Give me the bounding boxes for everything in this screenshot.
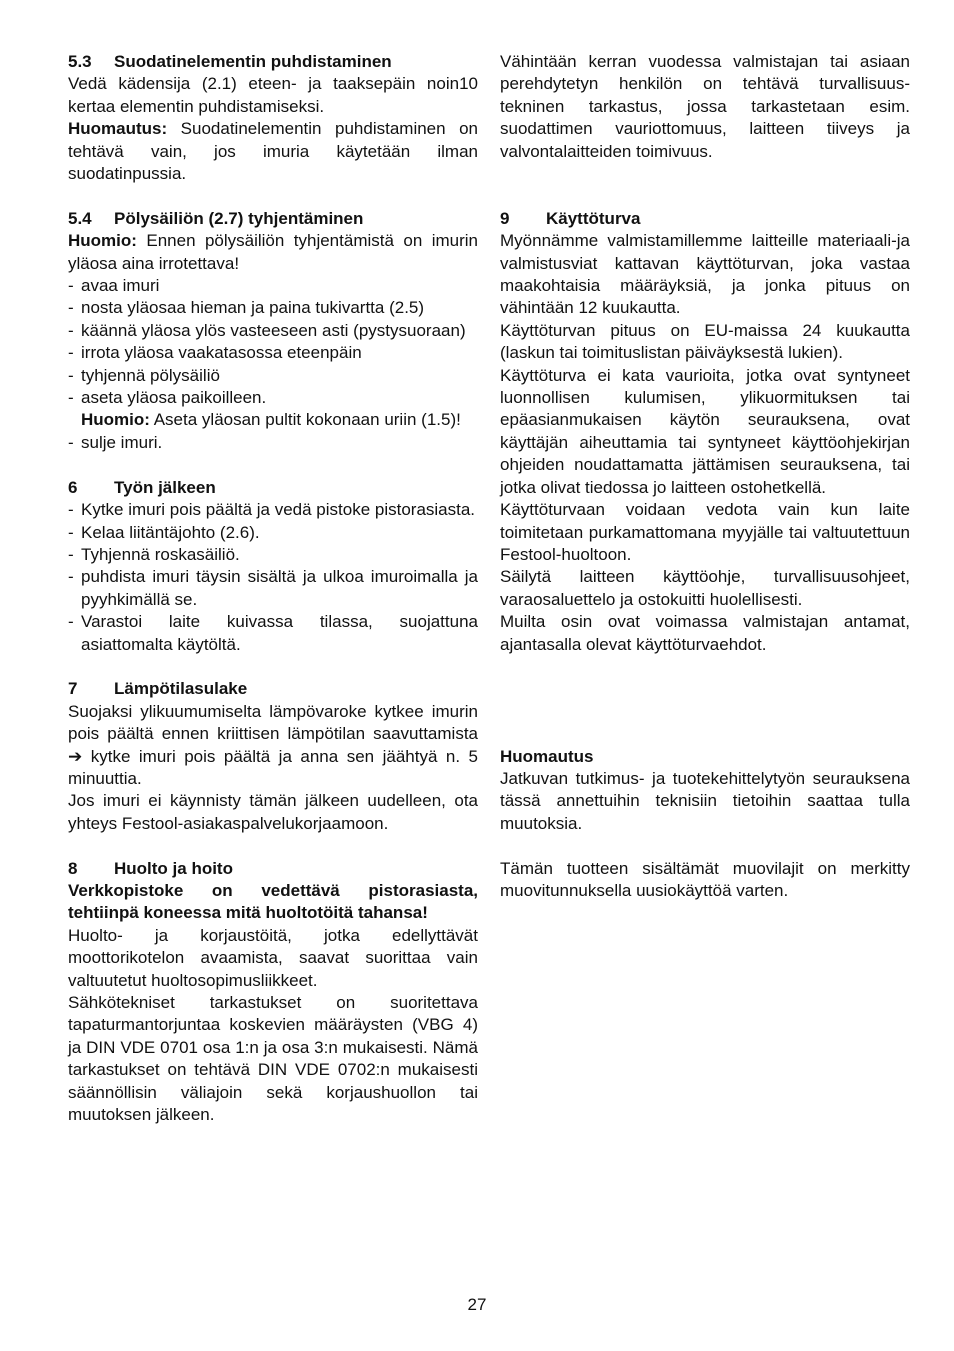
list-item: - tyhjennä pölysäiliö — [68, 365, 220, 385]
step-list — [68, 499, 478, 656]
warning-paragraph: Verkkopistoke on vedettävä pistorasiasta, tehtiinpä koneessa mitä huoltotöitä tahansa! — [68, 880, 478, 923]
section-title: Suodatinelementin puhdistaminen — [114, 52, 392, 71]
note-text: Aseta yläosan pultit kokonaan uriin (1.5)! — [149, 410, 461, 430]
paragraph: Käyttöturvan pituus on EU-maissa 24 kuukautta (laskun tai toimituslistan päiväyksestä lukien). — [500, 320, 910, 363]
page-number: 27 — [467, 1295, 487, 1314]
section-title: Pölysäiliön (2.7) tyhjentäminen — [114, 208, 364, 228]
list-item: - käännä yläosa ylös vasteeseen asti (pystysuoraan) — [68, 320, 466, 340]
section-title: Käyttöturva — [546, 208, 641, 228]
section-title: Huolto ja hoito — [114, 858, 233, 878]
section-number: 5.4 — [68, 208, 92, 228]
section-9-heading — [500, 208, 910, 230]
section-5-4-heading — [68, 208, 478, 230]
list-item: - Kelaa liitäntäjohto (2.6). — [68, 522, 260, 542]
paragraph: Jos imuri ei käynnisty tämän jälkeen uudelleen, ota yhteys Festool-asiakaspalvelukorjaamoon. — [68, 791, 478, 833]
note-heading — [500, 746, 910, 768]
list-item: - irrota yläosa vaakatasossa eteenpäin — [68, 343, 362, 363]
list-item: - Kytke imuri pois päältä ja vedä pistoke pistorasiasta. — [68, 500, 476, 520]
paragraph: Käyttöturva ei kata vaurioita, jotka ovat syntyneet luonnollisen kulumisen, ylikuormituksen tai epäasianmukaisen käytön seurauksena, ovat käyttäjän aiheuttamia tai syntyneet käyttöohjekirjan ohjeiden noudattamatta jättämisen seurauksena, tai jotka olivat tiedossa jo laitteen ostohetkellä. — [500, 365, 910, 497]
paragraph: Jatkuvan tutkimus- ja tuotekehittelytyön seurauksena tässä annettuihin teknisiin tietoihin saattaa tulla muutoksia. — [500, 768, 910, 833]
paragraph: Myönnämme valmistamillemme laitteille materiaali-ja valmistusviat kattavan käyttöturvan, joka vastaa maakohtaisia määräyksiä, ja jonka pituus on vähintään 12 kuukautta. — [500, 231, 910, 318]
section-title: Lämpötilasulake — [114, 679, 248, 699]
note-paragraph — [68, 409, 478, 431]
paragraph: Muilta osin ovat voimassa valmistajan antamat, ajantasalla olevat käyttöturvaehdot. — [500, 612, 910, 654]
note-label: Huomautus: — [68, 119, 168, 139]
list-item: - nosta yläosaa hieman ja paina tukivartta (2.5) — [68, 298, 425, 318]
list-item: - Tyhjennä roskasäiliö. — [68, 544, 240, 564]
right-column — [500, 51, 910, 902]
arrow-right-icon: ➔ — [68, 746, 83, 766]
note-label: Huomio: — [81, 410, 150, 430]
paragraph: Käyttöturvaan voidaan vedota vain kun laite toimitetaan purkamattomana myyjälle tai valtuutettuun Festool-huoltoon. — [500, 500, 910, 564]
section-8-heading — [68, 858, 478, 880]
note-paragraph — [68, 230, 478, 275]
step-list — [68, 432, 478, 454]
note-label: Huomio: — [68, 231, 137, 251]
list-item: - aseta yläosa paikoilleen. — [68, 388, 267, 408]
section-number: 8 — [68, 858, 78, 878]
section-number: 7 — [68, 679, 78, 699]
paragraph: Tämän tuotteen sisältämät muovilajit on merkitty muovitunnuksella uusiokäyttöä varten. — [500, 858, 910, 900]
section-title: Huomautus — [500, 746, 594, 766]
paragraph: Säilytä laitteen käyttöohje, turvallisuusohjeet, varaosaluettelo ja ostokuitti huolellisesti. — [500, 567, 910, 609]
section-title: Työn jälkeen — [114, 477, 216, 497]
paragraph: Huolto- ja korjaustöitä, jotka edellyttävät moottorikotelon avaamista, saavat suorittaa vain valtuutetut huoltosopimusliikkeet. — [68, 925, 478, 990]
list-item: - puhdista imuri täysin sisältä ja ulkoa imuroimalla ja pyyhkimällä se. — [68, 567, 478, 609]
paragraph: Sähkötekniset tarkastukset on suoritettava tapaturmantorjuntaa koskevien määräysten (VBG 4) ja DIN VDE 0701 osa 1:n ja osa 3:n mukaisesti. Nämä tarkastukset on tehtävä DIN VDE 0702:n mukaisesti säännöllisin väliajoin sekä korjaushuollon tai muutoksen jälkeen. — [68, 993, 478, 1125]
list-item: - Varastoi laite kuivassa tilassa, suojattuna asiattomalta käytöltä. — [68, 612, 478, 654]
section-number: 5.3 — [68, 52, 92, 71]
step-list — [68, 275, 478, 409]
list-item: - sulje imuri. — [68, 432, 163, 452]
note-text: Ennen pölysäiliön tyhjentämistä on imurin yläosa aina irrotettava! — [68, 231, 478, 273]
section-5-3-heading — [68, 51, 478, 73]
section-7-heading — [68, 678, 478, 700]
paragraph: Vedä kädensija (2.1) eteen- ja taaksepäin noin10 kertaa elementin puhdistamiseksi. — [68, 74, 478, 116]
paragraph: Suojaksi ylikuumumiselta lämpövaroke kytkee imurin pois päältä ennen kriittisen lämpötilan saavuttamista ➔ kytke imuri pois päältä ja anna sen jäähtyä n. 5 minuuttia. — [68, 701, 478, 788]
section-6-heading — [68, 477, 478, 499]
paragraph: Vähintään kerran vuodessa valmistajan tai asiaan perehdytetyn henkilön on tehtävä turvallisuus-tekninen tarkastus, jossa tarkastetaan esim. suodattimen vauriottomuus, laitteen tiiveys ja valvontalaitteiden toimivuus. — [500, 52, 910, 161]
section-number: 9 — [500, 208, 510, 228]
note-text: Suodatinelementin puhdistaminen on tehtävä vain, jos imuria käytetään ilman suodatinpussia. — [68, 119, 478, 184]
section-number: 6 — [68, 477, 78, 497]
left-column — [68, 51, 478, 1126]
list-item: - avaa imuri — [68, 276, 160, 296]
note-paragraph — [68, 118, 478, 185]
